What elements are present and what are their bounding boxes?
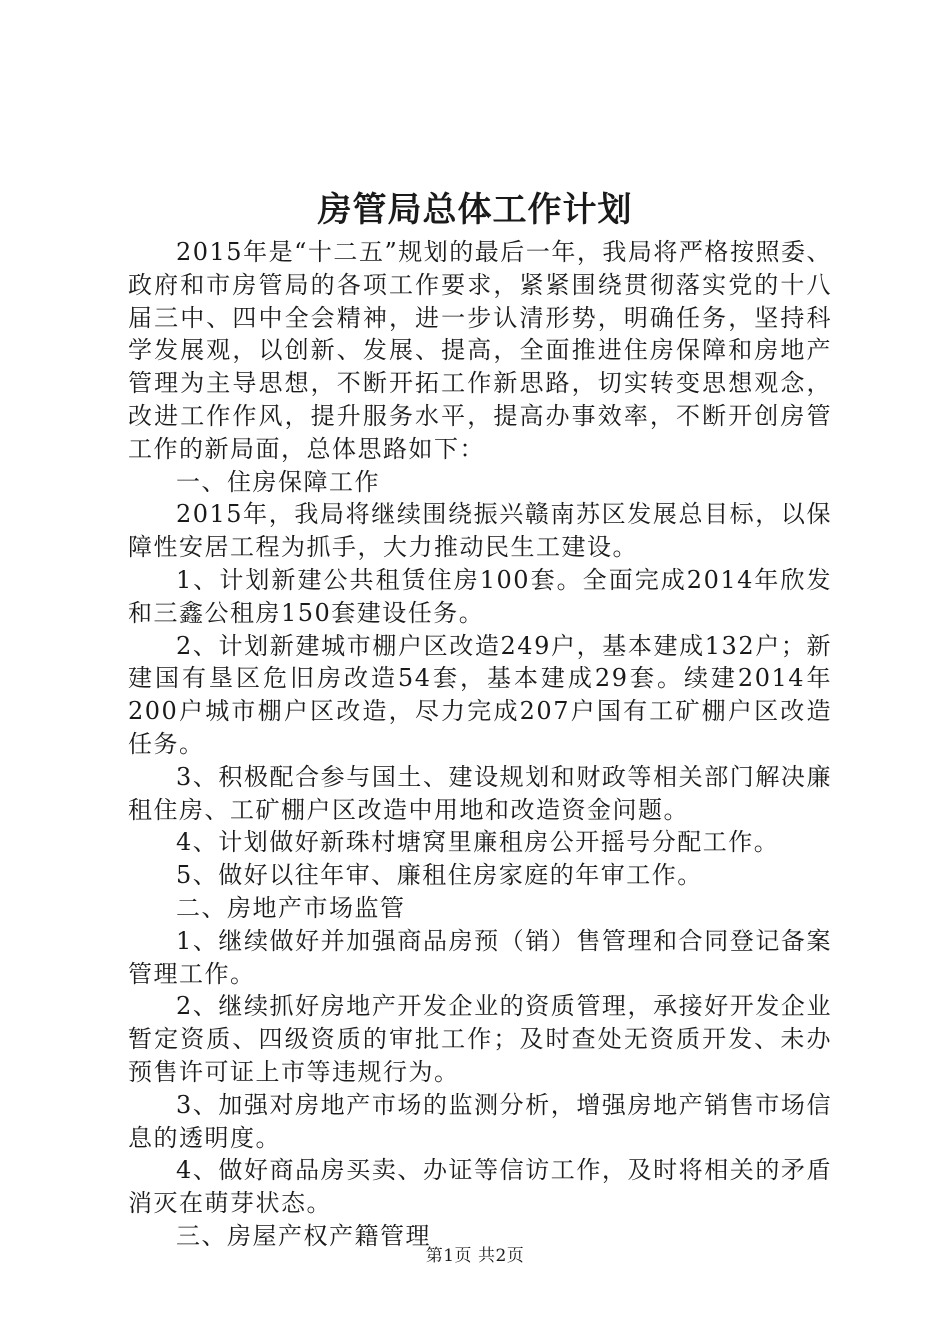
section-heading-housing-security: 一、住房保障工作 (176, 467, 380, 496)
section-heading-property-rights: 三、房屋产权产籍管理 (176, 1221, 431, 1250)
list-item: 2、继续抓好房地产开发企业的资质管理，承接好开发企业暂定资质、四级资质的审批工作；及时查处无资质开发、未办预售许可证上市等违规行为。 (128, 992, 832, 1086)
list-item: 1、继续做好并加强商品房预（销）售管理和合同登记备案管理工作。 (128, 926, 832, 988)
list-item: 4、做好商品房买卖、办证等信访工作，及时将相关的矛盾消灭在萌芽状态。 (128, 1156, 832, 1218)
paragraph: 2015年，我局将继续围绕振兴赣南苏区发展总目标，以保障性安居工程为抓手，大力推动民生工建设。 (128, 500, 832, 562)
section-heading-real-estate-supervision: 二、房地产市场监管 (176, 893, 406, 922)
list-item: 5、做好以往年审、廉租住房家庭的年审工作。 (176, 861, 703, 890)
intro-paragraph: 2015年是“十二五”规划的最后一年，我局将严格按照委、政府和市房管局的各项工作要求，紧紧围绕贯彻落实党的十八届三中、四中全会精神，进一步认清形势，明确任务，坚持科学发展观，以创新、发展、提高，全面推进住房保障和房地产管理为主导思想，不断开拓工作新思路，切实转变思想观念，改进工作作风，提升服务水平，提高办事效率，不断开创房管工作的新局面，总体思路如下： (128, 238, 832, 463)
list-item: 1、计划新建公共租赁住房100套。全面完成2014年欣发和三鑫公租房150套建设任务。 (128, 565, 832, 627)
list-item: 3、积极配合参与国土、建设规划和财政等相关部门解决廉租住房、工矿棚户区改造中用地和改造资金问题。 (128, 762, 832, 824)
list-item: 3、加强对房地产市场的监测分析，增强房地产销售市场信息的透明度。 (128, 1090, 832, 1152)
document-body (128, 236, 832, 1253)
list-item: 4、计划做好新珠村塘窝里廉租房公开摇号分配工作。 (176, 828, 780, 857)
list-item: 2、计划新建城市棚户区改造249户，基本建成132户；新建国有垦区危旧房改造54套，基本建成29套。续建2014年200户城市棚户区改造，尽力完成207户国有工矿棚户区改造任务。 (128, 631, 832, 758)
page-footer: 第1页 共2页 (425, 1246, 525, 1266)
document-title: 房管局总体工作计划 (317, 190, 633, 230)
